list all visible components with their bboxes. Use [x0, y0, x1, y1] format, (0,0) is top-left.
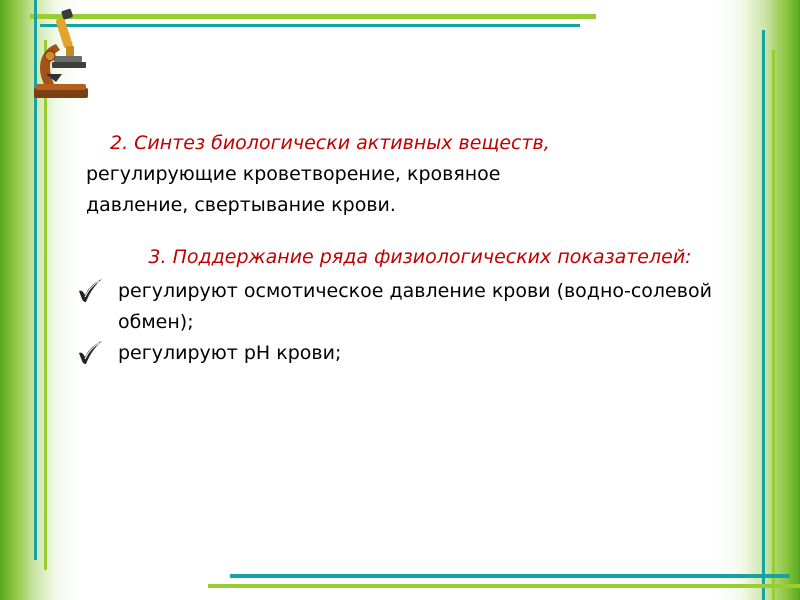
list-item [80, 276, 720, 338]
checkmark-icon [76, 278, 104, 304]
bullet-text-1: регулируют осмотическое давление крови (водно-солевой обмен); [118, 280, 712, 333]
para2-heading: 3. Поддержание ряда физиологических показателей: [148, 246, 692, 268]
left-green-line [44, 40, 47, 570]
top-green-line [30, 14, 596, 19]
microscope-icon [26, 4, 96, 104]
bottom-green-line [208, 584, 800, 588]
list-item [80, 338, 720, 369]
bottom-teal-line [230, 574, 790, 578]
top-teal-line [40, 24, 580, 27]
para1-lead: 2. Синтез биологически активных веществ, [110, 132, 550, 154]
checkmark-icon [76, 340, 104, 366]
para1-line3: давление, свертывание крови. [86, 194, 396, 216]
paragraph-1 [80, 128, 720, 159]
bullet-text-2: регулируют рН крови; [118, 342, 342, 364]
right-teal-line [762, 30, 765, 600]
right-green-line [772, 50, 775, 600]
bullet-list [80, 276, 720, 369]
slide-content [80, 128, 720, 369]
para1-line2: регулирующие кроветворение, кровяное [86, 163, 501, 185]
